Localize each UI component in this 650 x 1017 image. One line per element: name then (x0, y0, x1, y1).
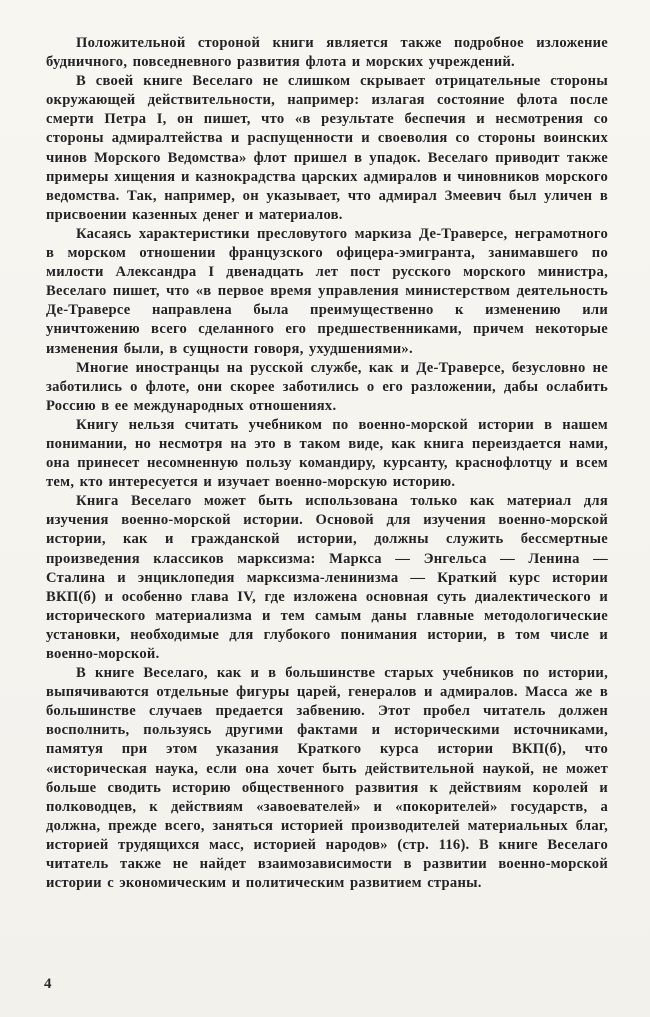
paragraph: Многие иностранцы на русской службе, как и Де-Траверсе, безусловно не заботились о флоте, они скорее заботились о его разложении, дабы ослабить Россию в ее международных отношениях. (46, 359, 608, 414)
paragraph: Касаясь характеристики пресловутого маркиза Де-Траверсе, неграмотного в морском отношении французского офицера-эмигранта, занимавшего по милости Александра I двенадцать лет пост русского морского министра, Веселаго пишет, что «в первое время управления министерством деятельность Де-Траверсе направлена была преимущественно к изменению или уничтожению всего сделанного его предшественниками, причем некоторые изменения были, в сущности говоря, ухудшениями». (46, 225, 608, 357)
paragraph: Книга Веселаго может быть использована только как материал для изучения военно-морской истории. Основой для изучения военно-морской истории, как и гражданской истории, должны служить бессмертные произведения классиков марксизма: Маркса — Энгельса — Ленина — Сталина и энциклопедия марксизма-ленинизма — Краткий курс истории ВКП(б) и особенно глава IV, где изложена основная суть диалектического и исторического материализма и тем самым даны главные методологические установки, необходимые для глубокого понимания истории, в том числе и военно-морской. (46, 493, 608, 662)
paragraph: В своей книге Веселаго не слишком скрывает отрицательные стороны окружающей действительности, например: излагая состояние флота после смерти Петра I, он пишет, что «в результате беспечия и несмотрения со стороны адмиралтейства и распущенности и своеволия со стороны воинских чинов Морского Ведомства» флот пришел в упадок. Веселаго приводит также примеры хищения и казнокрадства царских адмиралов и чиновников морского ведомства. Так, например, он указывает, что адмирал Змеевич был уличен в присвоении казенных денег и материалов. (46, 73, 608, 223)
paragraph: В книге Веселаго, как и в большинстве старых учебников по истории, выпячиваются отдельные фигуры царей, генералов и адмиралов. Масса же в большинстве случаев предается забвению. Этот пробел читатель должен восполнить, пользуясь другими фактами и историческими источниками, памятуя при этом указания Краткого курса истории ВКП(б), что «историческая наука, если она хочет быть действительной наукой, не может больше сводить историю общественного развития к действиям королей и полководцев, к действиям «завоевателей» и «покорителей» государств, а должна, прежде всего, заняться историей производителей материальных благ, историей трудящихся масс, историей народов» (стр. 116). В книге Веселаго читатель также не найдет взаимозависимости в развитии военно-морской истории с экономическим и политическим развитием страны. (46, 665, 608, 892)
paragraph: Положительной стороной книги является также подробное изложение будничного, повседневного развития флота и морских учреждений. (46, 35, 608, 71)
text-block (46, 34, 608, 893)
page-number: 4 (44, 976, 52, 992)
paragraph: Книгу нельзя считать учебником по военно-морской истории в нашем понимании, но несмотря на это в таком виде, как книга переиздается нами, она принесет несомненную пользу командиру, курсанту, краснофлотцу и всем тем, кто интересуется и изучает военно-морскую историю. (46, 416, 608, 491)
